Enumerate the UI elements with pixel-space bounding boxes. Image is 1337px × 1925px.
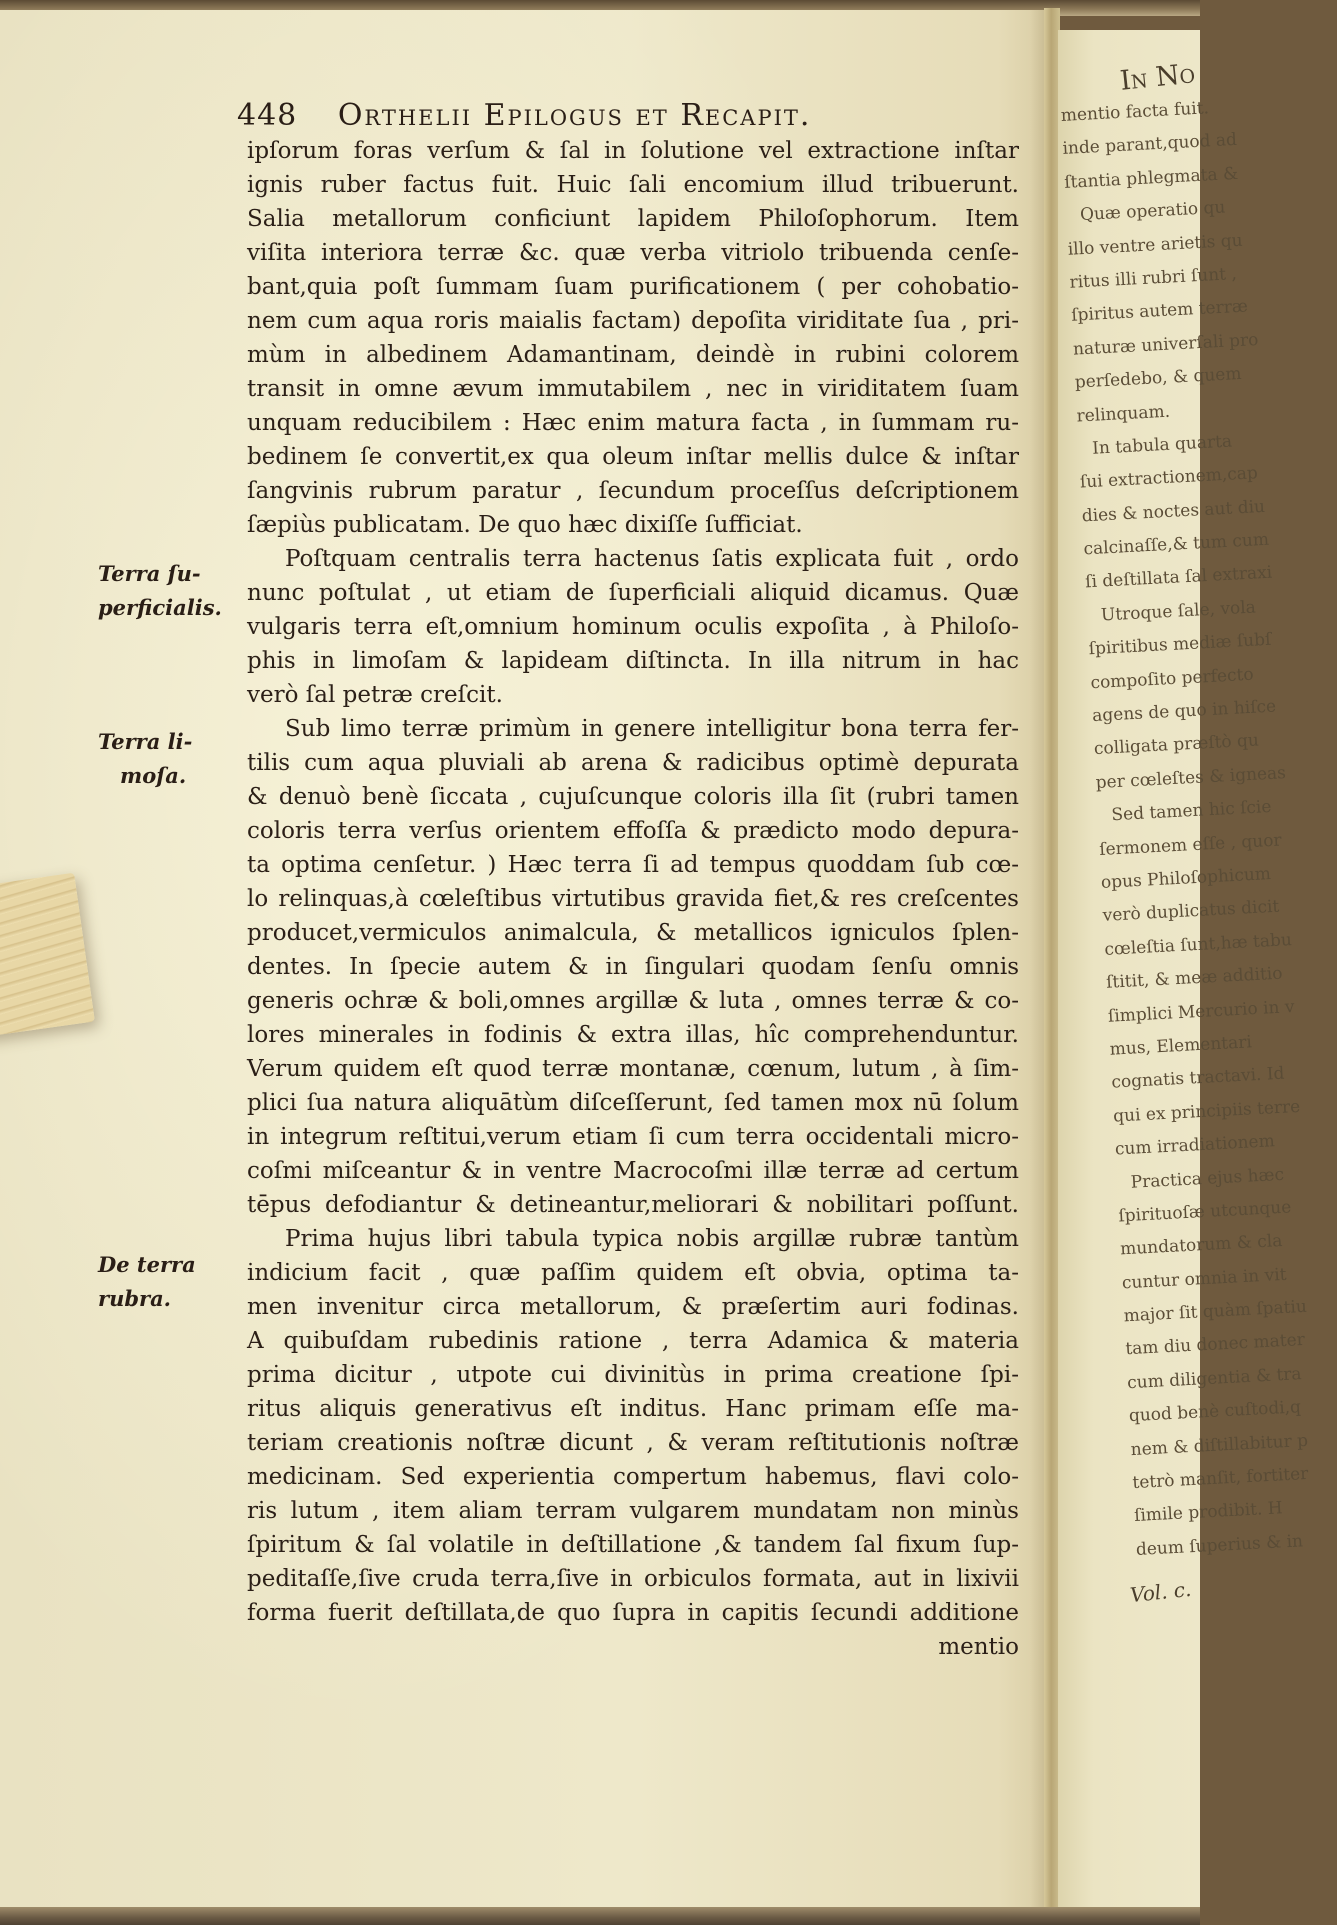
text-line: tēpus defodiantur & detineantur,meliorari & nobilitari poſſunt. [247,1192,1019,1218]
text-line: medicinam. Sed experientia compertum habemus, flavi colo- [247,1464,1019,1490]
text-line: unquam reducibilem : Hæc enim matura facta , in ſummam ru- [247,410,1019,436]
text-line: teriam creationis noſtræ dicunt , & veram reſtitutionis noſtræ [247,1430,1019,1456]
facing-text-line: ſimplici Mercurio in v [1107,996,1295,1027]
text-line: mentio [938,1634,1019,1660]
facing-text-line: mus, Elementari [1109,1032,1253,1060]
facing-text-line: mundatorum & cla [1119,1231,1283,1260]
text-line: lores minerales in fodinis & extra illas, hîc comprehenduntur. [247,1022,1019,1048]
text-line: plici ſua natura aliquātùm diſceſſerunt, ſed tamen mox nū ſolum [247,1090,1019,1116]
margin-note-line: De terra [98,1252,196,1277]
margin-note-line: Terra li- [98,729,193,754]
facing-text-line: cognatis tractavi. Id [1110,1063,1285,1093]
book-bottom-edge [0,1907,1200,1925]
facing-text-line: major ſit quàm ſpatiu [1123,1296,1308,1327]
text-line: A quibuſdam rubedinis ratione , terra Adamica & materia [247,1328,1019,1354]
facing-text-line: ſtantia phlegmata & [1063,163,1239,193]
text-line: bant,quia poſt ſummam ſuam purificationem ( per cohobatio- [247,274,1019,300]
text-line: mùm in albedinem Adamantinam, deindè in rubini colorem [247,342,1019,368]
text-line: ritus aliquis generativus eſt inditus. Hanc primam eſſe ma- [247,1396,1019,1422]
margin-note-line: rubra. [98,1286,171,1311]
facing-text-line: dies & noctes aut diu [1081,496,1266,527]
facing-text-line: ritus illi rubri ſunt , [1069,263,1238,293]
facing-text-line: ſermonem eſſe , quor [1098,830,1283,860]
facing-text-line: ſtitit, & meæ additio [1105,963,1283,993]
text-line: ipſorum foras verſum & ſal in ſolutione vel extractione inſtar [247,138,1019,164]
text-line: ſangvinis rubrum paratur , ſecundum proceſſus deſcriptionem [247,478,1019,504]
text-line: in integrum reſtitui,verum etiam ſi cum terra occidentali micro- [247,1124,1019,1150]
text-line: ſæpiùs publicatam. De quo hæc dixiſſe ſufficiat. [247,512,803,538]
facing-text-line: mentio facta fuit. [1060,98,1210,126]
text-line: Sub limo terræ primùm in genere intelligitur bona terra fer- [285,716,1019,742]
text-line: ris lutum , item aliam terram vulgarem mundatam non minùs [247,1498,1019,1524]
text-line: nem cum aqua roris maialis factam) depoſita viriditate ſua , pri- [247,308,1019,334]
facing-text-line: ſpiritibus mediæ ſubſ [1088,629,1272,660]
margin-note-line: moſa. [120,763,187,788]
main-text-block [247,134,1019,1664]
facing-text-line: Quæ operatio qu [1079,197,1226,226]
text-line: Verum quidem eſt quod terræ montanæ, cœnum, lutum , à ſim- [247,1056,1019,1082]
page-number: 448 [237,98,298,133]
text-line: coſmi miſceantur & in ventre Macrocoſmi illæ terræ ad certum [247,1158,1019,1184]
facing-text-line: naturæ univerſali pro [1072,329,1259,360]
text-line: viſita interiora terræ &c. quæ verba vitriolo tribuenda cenſe- [247,240,1019,266]
text-line: generis ochræ & boli,omnes argillæ & luta , omnes terræ & co- [247,988,1019,1014]
facing-text-line: verò duplicatus dicit [1102,897,1280,927]
margin-note-terra-limosa [98,725,243,793]
text-line: dentes. In ſpecie autem & in ſingulari quodam ſenſu omnis [247,954,1019,980]
text-line: tilis cum aqua pluviali ab arena & radicibus optimè depurata [247,750,1019,776]
facing-text-line: In tabula quarta [1091,431,1233,459]
facing-text-line: ſpirituoſæ utcunque [1117,1197,1292,1227]
facing-page-signature: Vol. c. [1128,1576,1193,1608]
facing-text-line: Practica ejus hæc [1130,1164,1285,1193]
text-line: phis in limoſam & lapideam diſtincta. In illa nitrum in hac [247,648,1019,674]
facing-text-line: relinquam. [1076,401,1171,427]
facing-text-line: illo ventre arietis qu [1067,230,1244,260]
margin-note-terra-superficialis [98,557,243,625]
facing-text-line: ſimile prodibit. H [1133,1498,1284,1527]
text-line: Salia metallorum conficiunt lapidem Philoſophorum. Item [247,206,1019,232]
facing-text-line: cum diligentia & tra [1126,1363,1303,1394]
text-line: Poſtquam centralis terra hactenus ſatis explicata fuit , ordo [285,546,1019,572]
running-head [237,98,1037,133]
running-title: Orthelii Epilogus et Recapit. [337,98,812,133]
facing-text-line: ſui extractionem,cap [1079,463,1259,493]
text-line: ta optima cenſetur. ) Hæc terra ſi ad tempus quoddam ſub cœ- [247,852,1019,878]
text-line: vulgaris terra eſt,omnium hominum oculis expoſita , à Philoſo- [247,614,1019,640]
text-line: transit in omne ævum immutabilem , nec in viriditatem ſuam [247,376,1019,402]
facing-page-running-head: In No [1118,58,1197,97]
text-line: coloris terra verſus orientem effoſſa & prædicto modo depura- [247,818,1019,844]
facing-text-line: perſedebo, & quem [1074,364,1242,393]
facing-text-line: agens de quo in hiſce [1091,696,1277,727]
facing-text-line: tetrò manſit, fortiter [1131,1463,1309,1494]
facing-text-line: tam diu donec mater [1124,1330,1306,1360]
text-line: ſpiritum & ſal volatile in deſtillatione ,& tandem ſal fixum ſup- [247,1532,1019,1558]
text-line: nunc poſtulat , ut etiam de ſuperficiali aliquid dicamus. Quæ [247,580,1019,606]
text-line: forma fuerit deſtillata,de quo ſupra in capitis ſecundi additione [247,1600,1019,1626]
facing-text-line: colligata præſtò qu [1093,730,1260,760]
text-line: indicium facit , quæ paſſim quidem eſt obvia, optima ta- [247,1260,1019,1286]
facing-text-line: deum ſuperius & in [1135,1531,1304,1560]
text-line: verò ſal petræ creſcit. [247,682,503,708]
text-line: & denuò benè ſiccata , cujuſcunque coloris illa ſit (rubri tamen [247,784,1019,810]
facing-text-line: compoſito perfecto [1090,664,1255,693]
facing-text-line: Utroque ſale, vola [1100,597,1257,626]
text-line: prima dicitur , utpote cui divinitùs in prima creatione ſpi- [247,1362,1019,1388]
facing-text-line: inde parant,quod ad [1062,130,1238,160]
facing-text-line: opus Philoſophicum [1100,864,1272,893]
facing-text-line: ſi deſtillata ſal extraxi [1084,563,1273,593]
facing-text-line: cuntur omnia in vit [1121,1264,1287,1294]
text-line: men invenitur circa metallorum, & præſertim auri fodinas. [247,1294,1019,1320]
facing-text-line: per cœleſtes & igneas [1095,762,1287,793]
text-line: bedinem ſe convertit,ex qua oleum inſtar mellis dulce & inſtar [247,444,1019,470]
facing-text-line: nem & diſtillabitur p [1130,1430,1309,1460]
facing-text-line: cum irradiationem [1114,1131,1276,1160]
facing-text-line: quod benè cuſtodi,q [1128,1397,1302,1427]
margin-note-de-terra-rubra [98,1248,243,1316]
margin-note-line: Terra ſu- [98,561,201,586]
margin-note-line: perficialis. [98,595,222,620]
facing-text-line: Sed tamen hic ſcie [1110,797,1272,826]
text-line: lo relinquas,à cœleſtibus virtutibus gravida fiet,& res creſcentes [247,886,1019,912]
facing-text-line: ſpiritus autem terræ [1070,296,1249,327]
text-line: peditaſſe,ſive cruda terra,ſive in orbiculos formata, aut in lixivii [247,1566,1019,1592]
text-line: Prima hujus libri tabula typica nobis argillæ rubræ tantùm [285,1226,1019,1252]
facing-text-line: qui ex principiis terre [1112,1096,1301,1127]
text-line: ignis ruber factus fuit. Huic ſali encomium illud tribuerunt. [247,172,1019,198]
facing-text-line: cœleſtia ſunt,hæ tabu [1104,929,1293,960]
text-line: producet,vermiculos animalcula, & metallicos igniculos ſplen- [247,920,1019,946]
facing-text-line: calcinaſſe,& tum cum [1083,529,1270,560]
